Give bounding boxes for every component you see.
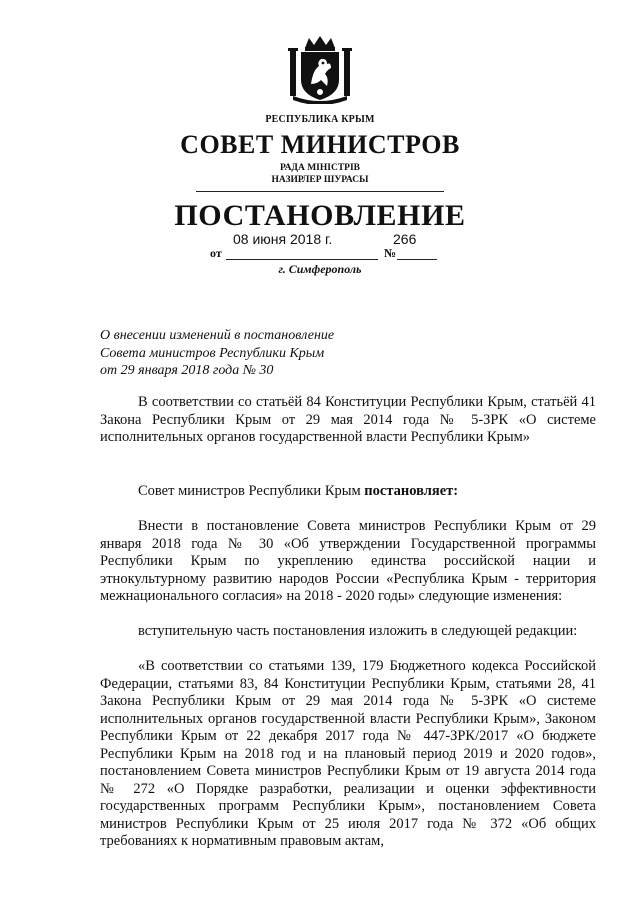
- crimea-coat-of-arms-icon: [287, 34, 353, 104]
- legal-basis-paragraph: В соответствии со статьёй 84 Конституции Республики Крым, статьёй 41 Закона Республики Крым от 29 мая 2014 года № 5-ЗРК «О системе исполнительных органов государственной власти Республики Крым»: [100, 394, 596, 445]
- subject-line: Совета министров Республики Крым: [100, 345, 325, 361]
- header-divider: [196, 191, 444, 192]
- council-title: СОВЕТ МИНИСТРОВ: [180, 130, 460, 159]
- document-type-title: ПОСТАНОВЛЕНИЕ: [174, 199, 466, 232]
- resolution-text: Совет министров Республики Крым: [138, 483, 365, 499]
- subject-line: от 29 января 2018 года № 30: [100, 363, 274, 378]
- document-number: 266: [393, 231, 417, 247]
- document-date: 08 июня 2018 г.: [233, 231, 333, 247]
- document-subject: [100, 327, 334, 380]
- council-ukrainian: РАДА МІНІСТРІВ: [279, 163, 360, 173]
- resolution-paragraph: [100, 483, 596, 501]
- subject-line: О внесении изменений в постановление: [100, 328, 335, 343]
- council-translations: [0, 162, 640, 186]
- document-city: г. Симферополь: [278, 262, 362, 276]
- republic-name: РЕСПУБЛИКА КРЫМ: [265, 114, 375, 125]
- number-label: №: [384, 246, 397, 260]
- council-crimean-tatar: НАЗИРЛЕР ШУРАСЫ: [271, 175, 369, 185]
- amendment-paragraph: Внести в постановление Совета министров Республики Крым от 29 января 2018 года № 30 «Об утверждении Государственной программы Республики Крым по укреплению единства российской нации и этнокультурному развитию народов России «Республика Крым - территория межнационального согласия» на 2018 - 2020 годы» следующие изменения:: [100, 518, 596, 604]
- date-underline: [226, 259, 378, 260]
- preamble-instruction-paragraph: вступительную часть постановления изложить в следующей редакции:: [138, 623, 578, 639]
- date-label: от: [210, 246, 222, 260]
- new-preamble-paragraph: «В соответствии со статьями 139, 179 Бюджетного кодекса Российской Федерации, статьями 83, 84 Конституции Республики Крым, статьями 28, 41 Закона Республики Крым от 29 мая 2014 года № 5-ЗРК «О системе исполнительных органов государственной власти Республики Крым», Законом Республики Крым от 22 декабря 2017 года № 447-ЗРК/2017 «О бюджете Республики Крым на 2018 год и на плановый период 2019 и 2020 годов», постановлением Совета министров Республики Крым от 19 августа 2014 года № 272 «О Порядке разработки, реализации и оценки эффективности государственных программ Республики Крым», постановлением Совета министров Республики Крым от 25 июля 2017 года № 372 «Об общих требованиях к нормативным правовым актам,: [100, 658, 596, 849]
- resolution-verb: постановляет:: [364, 483, 459, 499]
- number-underline: [397, 259, 437, 260]
